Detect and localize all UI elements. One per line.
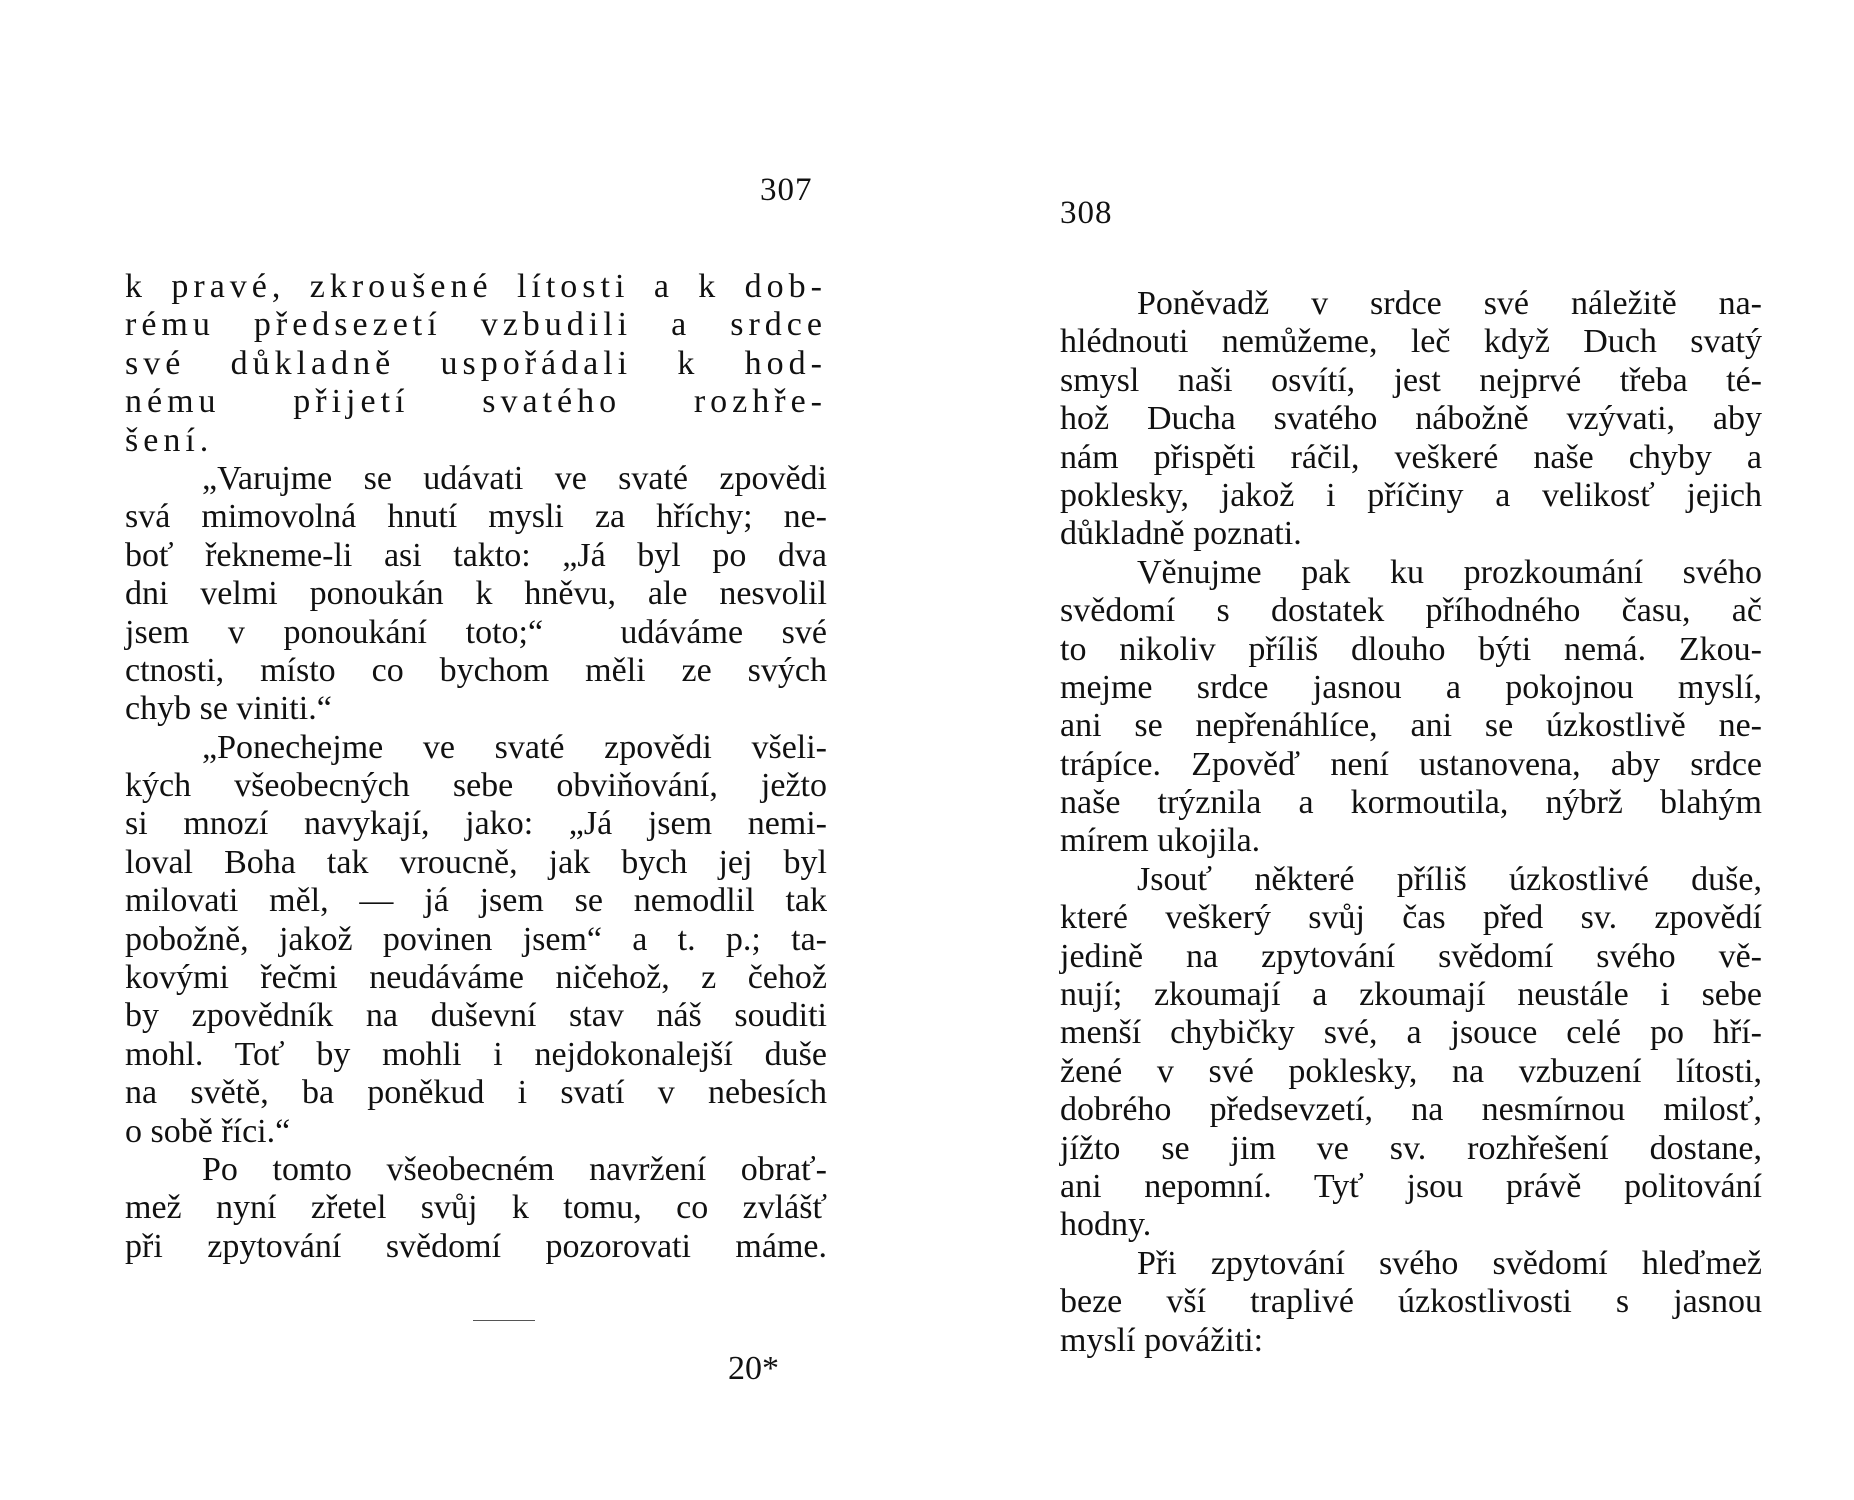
text-line: jedině na zpytování svědomí svého vě-: [1060, 937, 1762, 975]
text-line: žené v své poklesky, na vzbuzení lítosti,: [1060, 1052, 1762, 1090]
text-line: beze vší traplivé úzkostlivosti s jasnou: [1060, 1283, 1762, 1321]
text-line: mírem ukojila.: [1060, 822, 1261, 860]
text-line: důkladně poznati.: [1060, 515, 1302, 553]
text-line: hodny.: [1060, 1206, 1152, 1244]
right-page: [927, 0, 1854, 1500]
text-line: boť řekneme-li asi takto: „Já byl po dva: [125, 536, 827, 574]
text-line: nám přispěti ráčil, veškeré naše chyby a: [1060, 438, 1762, 476]
text-line: mohl. Toť by mohli i nejdokonalejší duše: [125, 1035, 827, 1073]
text-line: naše trýznila a kormoutila, nýbrž blahým: [1060, 784, 1762, 822]
text-line: to nikoliv příliš dlouho býti nemá. Zkou-: [1060, 630, 1762, 668]
text-line: „Ponechejme ve svaté zpovědi všeli-: [202, 728, 827, 766]
text-line: o sobě říci.“: [125, 1112, 291, 1150]
text-line: svá mimovolná hnutí mysli za hříchy; ne-: [125, 498, 827, 536]
text-line: chyb se viniti.“: [125, 690, 332, 728]
text-line: kých všeobecných sebe obviňování, ježto: [125, 767, 827, 805]
text-line: své důkladně uspořádali k hod-: [125, 344, 827, 382]
text-line: šení.: [125, 421, 214, 459]
text-line: smysl naši osvítí, jest nejprvé třeba té-: [1060, 361, 1762, 399]
text-line: pobožně, jakož povinen jsem“ a t. p.; ta-: [125, 920, 827, 958]
text-line: mež nyní zřetel svůj k tomu, co zvlášť: [125, 1189, 827, 1227]
text-line: menší chybičky své, a jsouce celé po hří-: [1060, 1014, 1762, 1052]
text-line: loval Boha tak vroucně, jak bych jej byl: [125, 843, 827, 881]
text-line: nují; zkoumají a zkoumají neustále i sebe: [1060, 976, 1762, 1014]
text-line: na světě, ba poněkud i svatí v nebesích: [125, 1074, 827, 1112]
text-line: rému předsezetí vzbudili a srdce: [125, 306, 827, 344]
text-line: mejme srdce jasnou a pokojnou myslí,: [1060, 668, 1762, 706]
text-line: Jsouť některé příliš úzkostlivé duše,: [1137, 860, 1762, 898]
text-line: ctnosti, místo co bychom měli ze svých: [125, 651, 827, 689]
body-text: [1060, 285, 1762, 1360]
text-line: Poněvadž v srdce své náležitě na-: [1137, 285, 1762, 322]
text-line: ani nepomní. Tyť jsou právě politování: [1060, 1167, 1762, 1205]
text-line: svědomí s dostatek příhodného času, ač: [1060, 592, 1762, 630]
signature-mark: 20*: [728, 1350, 779, 1387]
text-line: Věnujme pak ku prozkoumání svého: [1137, 553, 1762, 591]
text-line: při zpytování svědomí pozorovati máme.: [125, 1227, 827, 1265]
text-line: kovými řečmi neudáváme ničehož, z čehož: [125, 959, 827, 997]
text-line: dobrého předsevzetí, na nesmírnou milosť,: [1060, 1091, 1762, 1129]
text-line: jížto se jim ve sv. rozhřešení dostane,: [1060, 1129, 1762, 1167]
text-line: nému přijetí svatého rozhře-: [125, 383, 827, 421]
text-line: si mnozí navykají, jako: „Já jsem nemi-: [125, 805, 827, 843]
page-number: 308: [1060, 195, 1113, 231]
text-line: dni velmi ponoukán k hněvu, ale nesvolil: [125, 575, 827, 613]
text-line: k pravé, zkroušené lítosti a k dob-: [125, 268, 827, 305]
text-line: které veškerý svůj čas před sv. zpovědí: [1060, 899, 1762, 937]
text-line: trápíce. Zpověď není ustanovena, aby srdce: [1060, 745, 1762, 783]
text-line: milovati měl, — já jsem se nemodlil tak: [125, 882, 827, 920]
text-line: by zpovědník na duševní stav náš souditi: [125, 997, 827, 1035]
page-number: 307: [760, 172, 813, 208]
text-line: myslí povážiti:: [1060, 1321, 1264, 1359]
text-line: Při zpytování svého svědomí hleďmež: [1137, 1244, 1762, 1282]
text-line: hlédnouti nemůžeme, leč když Duch svatý: [1060, 323, 1762, 361]
text-line: poklesky, jakož i příčiny a velikosť jejich: [1060, 476, 1762, 514]
text-line: ani se nepřenáhlíce, ani se úzkostlivě ne-: [1060, 707, 1762, 745]
body-text: [125, 268, 827, 1266]
text-line: jsem v ponoukání toto;“ udáváme své: [125, 613, 827, 651]
text-line: „Varujme se udávati ve svaté zpovědi: [202, 459, 827, 497]
text-line: hož Ducha svatého nábožně vzývati, aby: [1060, 400, 1762, 438]
text-line: Po tomto všeobecném navržení obrať-: [202, 1150, 827, 1188]
divider-rule: [473, 1320, 535, 1321]
